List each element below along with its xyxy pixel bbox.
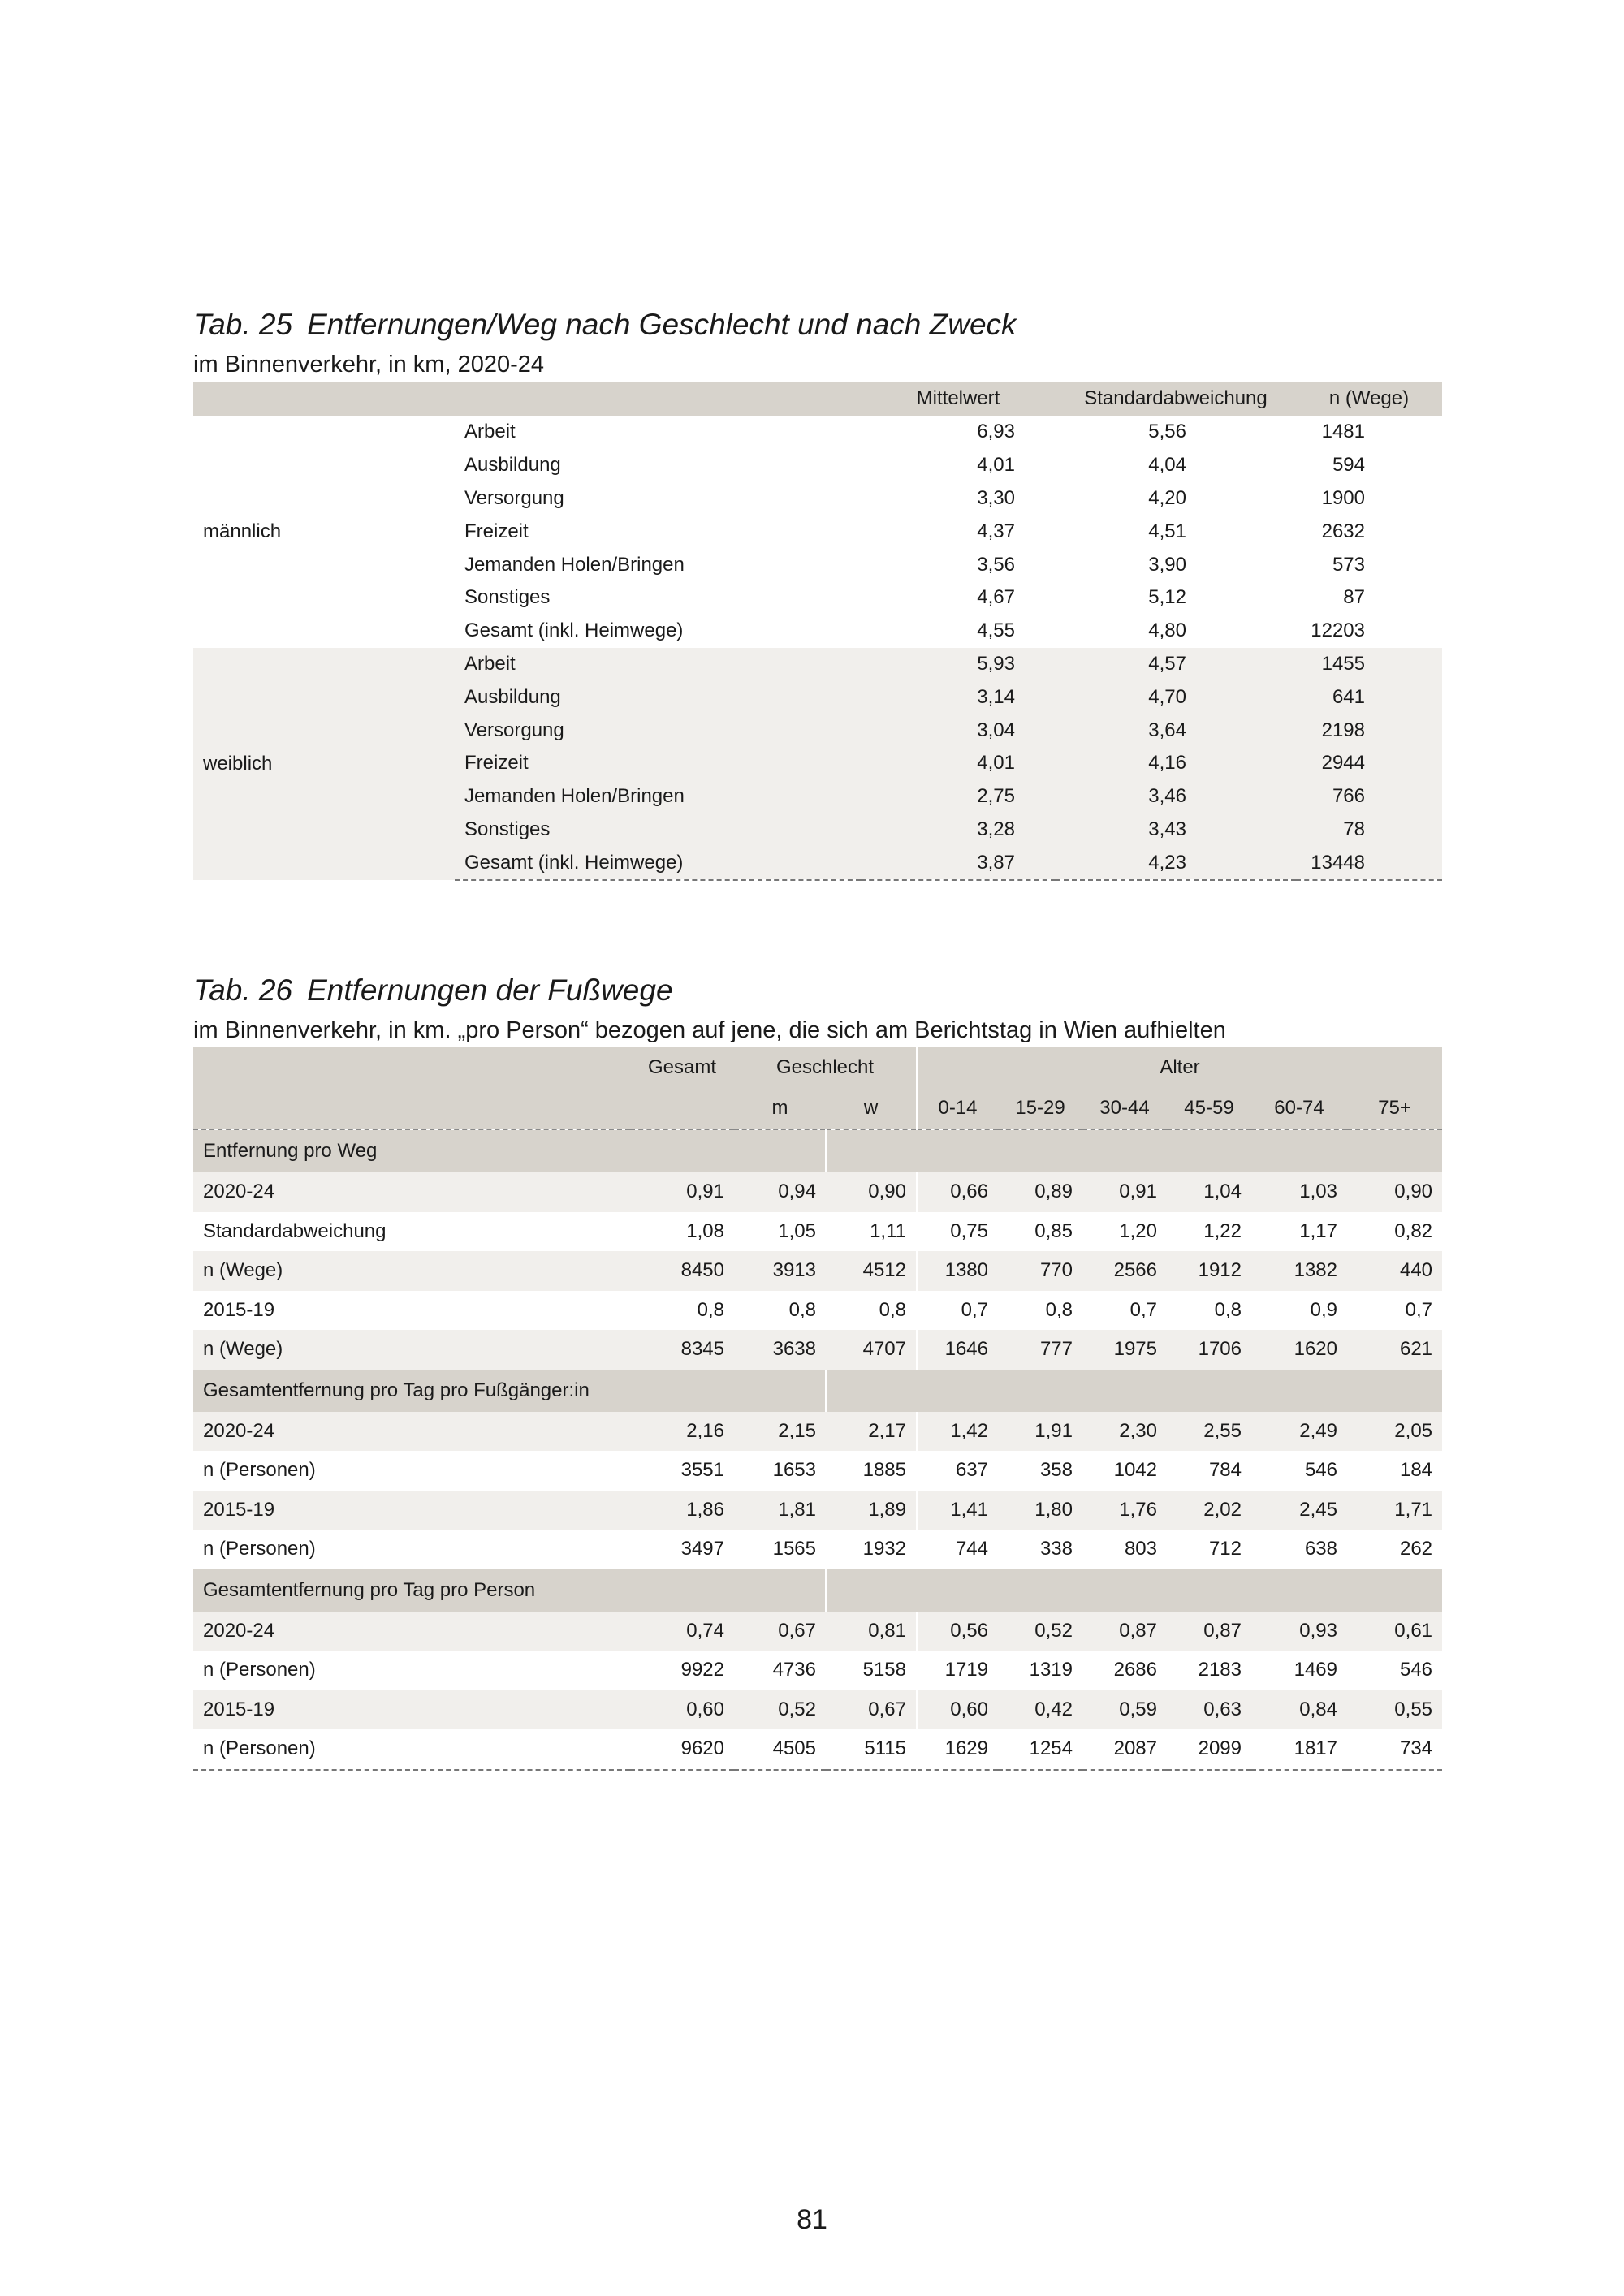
header-empty [193, 1047, 630, 1088]
n-cell: 2944 [1296, 747, 1442, 780]
n-cell: 594 [1332, 454, 1365, 477]
value-cell: 1,71 [1347, 1491, 1442, 1530]
n-cell: 78 [1296, 814, 1442, 847]
value-cell: 546 [1304, 1459, 1337, 1482]
group-label: Gesamtentfernung pro Tag pro Person [193, 1569, 826, 1612]
mean-cell: 6,93 [977, 421, 1015, 443]
value-cell: 0,60 [917, 1690, 998, 1730]
value-cell: 1,89 [826, 1491, 917, 1530]
value-cell: 1469 [1294, 1659, 1337, 1681]
value-cell: 5115 [826, 1729, 917, 1770]
value-cell: 1,22 [1203, 1219, 1242, 1242]
value-cell: 1817 [1251, 1729, 1347, 1770]
value-cell: 4512 [826, 1251, 917, 1291]
value-cell: 0,8 [697, 1298, 724, 1321]
value-cell: 1319 [1029, 1659, 1073, 1681]
value-cell: 1,05 [778, 1219, 816, 1242]
value-cell: 1,08 [686, 1219, 724, 1242]
n-cell: 573 [1332, 553, 1365, 576]
sd-cell: 4,57 [1056, 648, 1296, 681]
n-cell: 641 [1296, 680, 1442, 714]
sd-cell: 4,04 [1148, 454, 1186, 477]
value-cell: 734 [1347, 1729, 1442, 1770]
mean-cell: 3,87 [861, 846, 1056, 880]
value-cell: 0,7 [1405, 1298, 1433, 1321]
value-cell: 0,56 [917, 1612, 998, 1651]
table-25-subtitle: im Binnenverkehr, in km, 2020-24 [193, 352, 544, 378]
table-row [193, 1612, 1442, 1651]
value-cell: 8345 [630, 1330, 734, 1370]
mean-cell: 4,67 [977, 586, 1015, 609]
value-cell: 0,67 [734, 1612, 826, 1651]
value-cell: 3497 [680, 1538, 724, 1560]
header-age-0-14: 0-14 [917, 1088, 998, 1129]
table-26-header [193, 1047, 1442, 1129]
purpose-cell: Versorgung [455, 714, 861, 747]
gender-label: weiblich [193, 648, 455, 881]
group-header-row [193, 1129, 1442, 1172]
value-cell: 358 [1039, 1459, 1073, 1482]
group-header-fill [826, 1569, 1442, 1612]
table-row [193, 1251, 1442, 1291]
table-26-number: Tab. 26 [193, 973, 293, 1007]
value-cell: 3551 [680, 1459, 724, 1482]
header-w: w [826, 1088, 917, 1129]
value-cell: 0,60 [630, 1690, 734, 1730]
table-26-title-text: Entfernungen der Fußwege [307, 973, 673, 1007]
value-cell: 2,02 [1167, 1491, 1251, 1530]
purpose-cell: Sonstiges [455, 814, 861, 847]
row-label: n (Wege) [193, 1330, 630, 1370]
value-cell: 4505 [734, 1729, 826, 1770]
value-cell: 0,87 [1167, 1612, 1251, 1651]
value-cell: 0,55 [1347, 1690, 1442, 1730]
value-cell: 2087 [1082, 1729, 1167, 1770]
value-cell: 803 [1124, 1538, 1157, 1560]
value-cell: 3913 [734, 1251, 826, 1291]
value-cell: 1,04 [1167, 1172, 1251, 1212]
mean-cell: 3,14 [861, 680, 1056, 714]
value-cell: 338 [1039, 1538, 1073, 1560]
value-cell: 1,91 [998, 1412, 1082, 1452]
value-cell: 1932 [862, 1538, 906, 1560]
table-row [193, 1412, 1442, 1452]
header-age-75-plus: 75+ [1347, 1088, 1442, 1129]
mean-cell: 3,04 [861, 714, 1056, 747]
purpose-cell: Ausbildung [455, 680, 861, 714]
value-cell: 0,91 [630, 1172, 734, 1212]
value-cell: 1,17 [1299, 1219, 1337, 1242]
value-cell: 1629 [917, 1729, 998, 1770]
header-mean: Mittelwert [861, 382, 1056, 416]
purpose-cell: Freizeit [455, 747, 861, 780]
mean-cell: 4,55 [977, 619, 1015, 642]
purpose-cell: Gesamt (inkl. Heimwege) [455, 846, 861, 880]
table-26 [193, 1047, 1442, 1771]
row-label: 2015-19 [203, 1298, 275, 1321]
mean-cell: 3,30 [977, 486, 1015, 509]
header-gender: Geschlecht [734, 1047, 917, 1088]
table-row [193, 416, 1442, 449]
header-empty [193, 1088, 630, 1129]
n-cell: 1481 [1321, 421, 1365, 443]
value-cell: 2,15 [734, 1412, 826, 1452]
header-m: m [734, 1088, 826, 1129]
header-sd: Standardabweichung [1056, 382, 1296, 416]
row-label: n (Personen) [193, 1729, 630, 1770]
mean-cell: 3,28 [861, 814, 1056, 847]
group-header-fill [826, 1370, 1442, 1412]
group-header-row [193, 1569, 1442, 1612]
value-cell: 0,7 [917, 1291, 998, 1331]
value-cell: 0,75 [917, 1212, 998, 1252]
value-cell: 5158 [862, 1659, 906, 1681]
row-label: 2020-24 [193, 1412, 630, 1452]
value-cell: 0,84 [1251, 1690, 1347, 1730]
sd-cell: 5,56 [1148, 421, 1186, 443]
table-25 [193, 382, 1442, 881]
value-cell: 2566 [1082, 1251, 1167, 1291]
sd-cell: 5,12 [1148, 586, 1186, 609]
value-cell: 0,91 [1082, 1172, 1167, 1212]
table-row [193, 1172, 1442, 1212]
sd-cell: 4,16 [1056, 747, 1296, 780]
table-row [193, 1729, 1442, 1770]
header-empty [193, 382, 455, 416]
row-label: 2015-19 [193, 1491, 630, 1530]
value-cell: 0,52 [734, 1690, 826, 1730]
table-row [193, 1451, 1442, 1491]
header-age: Alter [917, 1047, 1442, 1088]
value-cell: 0,90 [1347, 1172, 1442, 1212]
table-26-body [193, 1129, 1442, 1770]
value-cell: 0,59 [1082, 1690, 1167, 1730]
value-cell: 1254 [998, 1729, 1082, 1770]
value-cell: 1,80 [998, 1491, 1082, 1530]
row-label: n (Wege) [193, 1251, 630, 1291]
sd-cell: 4,51 [1148, 520, 1186, 542]
mean-cell: 5,93 [861, 648, 1056, 681]
table-25-title [193, 302, 1442, 347]
value-cell: 1,03 [1251, 1172, 1347, 1212]
purpose-cell: Gesamt (inkl. Heimwege) [464, 619, 684, 642]
value-cell: 744 [917, 1530, 998, 1569]
value-cell: 262 [1399, 1538, 1433, 1560]
table-25-number: Tab. 25 [193, 308, 293, 341]
table-row [193, 1291, 1442, 1331]
header-empty [630, 1088, 734, 1129]
sd-cell: 3,64 [1056, 714, 1296, 747]
header-age-30-44: 30-44 [1082, 1088, 1167, 1129]
value-cell: 2183 [1198, 1659, 1242, 1681]
value-cell: 0,81 [826, 1612, 917, 1651]
table-row [193, 1491, 1442, 1530]
purpose-cell: Arbeit [464, 421, 516, 443]
n-cell: 1455 [1296, 648, 1442, 681]
value-cell: 1719 [917, 1651, 998, 1690]
page-number: 81 [797, 2204, 827, 2235]
table-25-group-male [193, 416, 1442, 648]
sd-cell: 3,46 [1056, 780, 1296, 814]
row-label: 2020-24 [193, 1172, 630, 1212]
row-label: n (Personen) [203, 1659, 316, 1681]
value-cell: 2,17 [826, 1412, 917, 1452]
value-cell: 2686 [1113, 1659, 1157, 1681]
group-header-row [193, 1370, 1442, 1412]
sd-cell: 4,23 [1056, 846, 1296, 880]
purpose-cell: Jemanden Holen/Bringen [464, 553, 685, 576]
mean-cell: 4,37 [977, 520, 1015, 542]
table-row [193, 1690, 1442, 1730]
value-cell: 1,76 [1082, 1491, 1167, 1530]
n-cell: 12203 [1311, 619, 1365, 642]
value-cell: 1620 [1251, 1330, 1347, 1370]
sd-cell: 4,80 [1148, 619, 1186, 642]
n-cell: 87 [1343, 586, 1365, 609]
value-cell: 0,66 [917, 1172, 998, 1212]
n-cell: 766 [1296, 780, 1442, 814]
value-cell: 1,20 [1119, 1219, 1157, 1242]
value-cell: 1,86 [630, 1491, 734, 1530]
value-cell: 0,8 [1045, 1298, 1073, 1321]
value-cell: 546 [1399, 1659, 1433, 1681]
value-cell: 9922 [680, 1659, 724, 1681]
table-26-subtitle: im Binnenverkehr, in km. „pro Person“ bezogen auf jene, die sich am Berichtstag in Wien aufhielten [193, 1017, 1226, 1043]
value-cell: 1,41 [917, 1491, 998, 1530]
table-row [193, 1212, 1442, 1252]
mean-cell: 4,01 [861, 747, 1056, 780]
value-cell: 1653 [772, 1459, 816, 1482]
group-label: Entfernung pro Weg [193, 1129, 826, 1172]
value-cell: 0,82 [1394, 1219, 1433, 1242]
value-cell: 440 [1347, 1251, 1442, 1291]
value-cell: 0,9 [1310, 1298, 1337, 1321]
value-cell: 1,42 [917, 1412, 998, 1452]
table-row [193, 648, 1442, 681]
value-cell: 184 [1399, 1459, 1433, 1482]
value-cell: 2099 [1167, 1729, 1251, 1770]
value-cell: 3638 [734, 1330, 826, 1370]
value-cell: 777 [998, 1330, 1082, 1370]
value-cell: 1,81 [734, 1491, 826, 1530]
value-cell: 637 [917, 1451, 998, 1491]
purpose-cell: Arbeit [455, 648, 861, 681]
value-cell: 8450 [630, 1251, 734, 1291]
value-cell: 1382 [1251, 1251, 1347, 1291]
purpose-cell: Ausbildung [464, 454, 561, 477]
value-cell: 0,63 [1167, 1690, 1251, 1730]
sd-cell: 3,43 [1056, 814, 1296, 847]
value-cell: 1565 [772, 1538, 816, 1560]
row-label: n (Personen) [203, 1538, 316, 1560]
header-empty [455, 382, 861, 416]
purpose-cell: Freizeit [464, 520, 529, 542]
table-25-group-female [193, 648, 1442, 881]
value-cell: 2,30 [1082, 1412, 1167, 1452]
value-cell: 0,8 [1214, 1298, 1242, 1321]
group-header-fill [826, 1129, 1442, 1172]
purpose-cell: Sonstiges [464, 586, 551, 609]
value-cell: 0,8 [788, 1298, 816, 1321]
value-cell: 0,94 [734, 1172, 826, 1212]
value-cell: 0,42 [998, 1690, 1082, 1730]
value-cell: 1042 [1113, 1459, 1157, 1482]
header-age-45-59: 45-59 [1167, 1088, 1251, 1129]
row-label: n (Personen) [203, 1459, 316, 1482]
row-label: Standardabweichung [203, 1219, 387, 1242]
header-total: Gesamt [630, 1047, 734, 1088]
table-25-header [193, 382, 1442, 416]
header-n: n (Wege) [1296, 382, 1442, 416]
table-25-title-text: Entfernungen/Weg nach Geschlecht und nach Zweck [307, 308, 1017, 341]
row-label: 2015-19 [193, 1690, 630, 1730]
value-cell: 1975 [1082, 1330, 1167, 1370]
purpose-cell: Jemanden Holen/Bringen [455, 780, 861, 814]
value-cell: 0,52 [998, 1612, 1082, 1651]
table-row [193, 1530, 1442, 1569]
value-cell: 1,11 [870, 1219, 906, 1242]
table-row [193, 1651, 1442, 1690]
value-cell: 2,05 [1347, 1412, 1442, 1452]
n-cell: 1900 [1321, 486, 1365, 509]
value-cell: 1912 [1167, 1251, 1251, 1291]
header-age-60-74: 60-74 [1251, 1088, 1347, 1129]
value-cell: 638 [1304, 1538, 1337, 1560]
sd-cell: 4,20 [1148, 486, 1186, 509]
value-cell: 0,8 [879, 1298, 906, 1321]
header-age-15-29: 15-29 [998, 1088, 1082, 1129]
value-cell: 0,74 [630, 1612, 734, 1651]
value-cell: 2,49 [1251, 1412, 1347, 1452]
purpose-cell: Versorgung [464, 486, 564, 509]
value-cell: 0,90 [826, 1172, 917, 1212]
sd-cell: 3,90 [1148, 553, 1186, 576]
value-cell: 0,67 [826, 1690, 917, 1730]
table-row [193, 1330, 1442, 1370]
sd-cell: 4,70 [1056, 680, 1296, 714]
value-cell: 0,7 [1129, 1298, 1157, 1321]
value-cell: 2,16 [630, 1412, 734, 1452]
value-cell: 1646 [917, 1330, 998, 1370]
value-cell: 784 [1208, 1459, 1242, 1482]
n-cell: 2198 [1296, 714, 1442, 747]
value-cell: 0,85 [1034, 1219, 1073, 1242]
value-cell: 712 [1208, 1538, 1242, 1560]
value-cell: 1380 [917, 1251, 998, 1291]
value-cell: 1885 [862, 1459, 906, 1482]
value-cell: 4707 [826, 1330, 917, 1370]
value-cell: 4736 [772, 1659, 816, 1681]
value-cell: 0,89 [998, 1172, 1082, 1212]
mean-cell: 2,75 [861, 780, 1056, 814]
value-cell: 0,61 [1347, 1612, 1442, 1651]
table-26-title [193, 968, 1442, 1013]
table-26-section [193, 968, 1442, 1771]
value-cell: 2,45 [1251, 1491, 1347, 1530]
n-cell: 13448 [1296, 846, 1442, 880]
value-cell: 770 [998, 1251, 1082, 1291]
n-cell: 2632 [1321, 520, 1365, 542]
mean-cell: 4,01 [977, 454, 1015, 477]
value-cell: 2,55 [1167, 1412, 1251, 1452]
table-25-section [193, 302, 1442, 881]
value-cell: 621 [1347, 1330, 1442, 1370]
value-cell: 0,87 [1082, 1612, 1167, 1651]
row-label: 2020-24 [193, 1612, 630, 1651]
group-label: Gesamtentfernung pro Tag pro Fußgänger:in [193, 1370, 826, 1412]
value-cell: 0,93 [1251, 1612, 1347, 1651]
value-cell: 1706 [1167, 1330, 1251, 1370]
value-cell: 9620 [630, 1729, 734, 1770]
mean-cell: 3,56 [977, 553, 1015, 576]
gender-label: männlich [203, 520, 282, 542]
